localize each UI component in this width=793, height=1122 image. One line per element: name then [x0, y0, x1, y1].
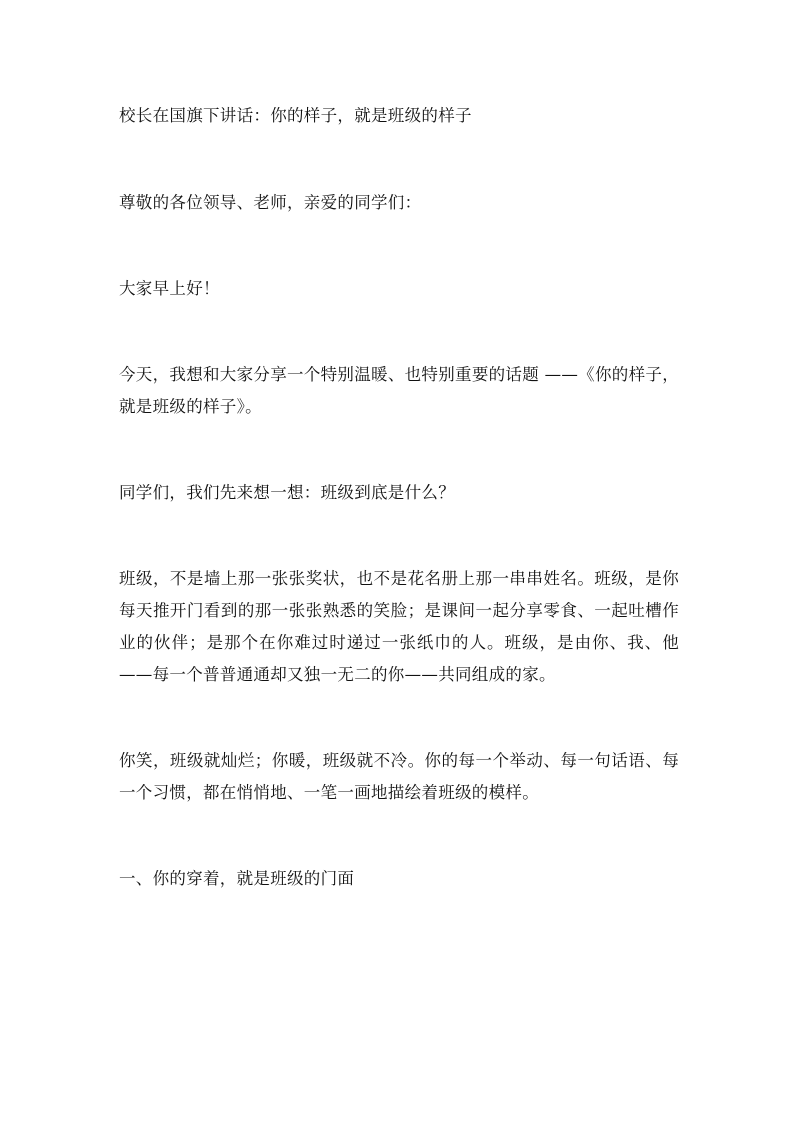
influence-paragraph: 你笑，班级就灿烂；你暖，班级就不冷。你的每一个举动、每一句话语、每一个习惯，都在悄悄地、一笔一画地描绘着班级的模样。 [119, 751, 679, 802]
speech-title: 校长在国旗下讲话：你的样子，就是班级的样子 [119, 106, 472, 125]
question-paragraph: 同学们，我们先来想一想：班级到底是什么？ [119, 483, 455, 502]
salutation-paragraph: 尊敬的各位领导、老师，亲爱的同学们： [119, 193, 422, 212]
section-heading-1: 一、你的穿着，就是班级的门面 [119, 869, 355, 888]
class-definition-paragraph: 班级，不是墙上那一张张奖状，也不是花名册上那一串串姓名。班级，是你每天推开门看到的那一张张熟悉的笑脸；是课间一起分享零食、一起吐槽作业的伙伴；是那个在你难过时递过一张纸巾的人。班级，是由你、我、他 ——每一个普普通通却又独一无二的你——共同组成的家。 [119, 569, 679, 684]
document-body [119, 100, 679, 895]
topic-paragraph: 今天，我想和大家分享一个特别温暖、也特别重要的话题 ——《你的样子，就是班级的样子》。 [119, 365, 679, 416]
greeting-paragraph: 大家早上好！ [119, 279, 220, 298]
